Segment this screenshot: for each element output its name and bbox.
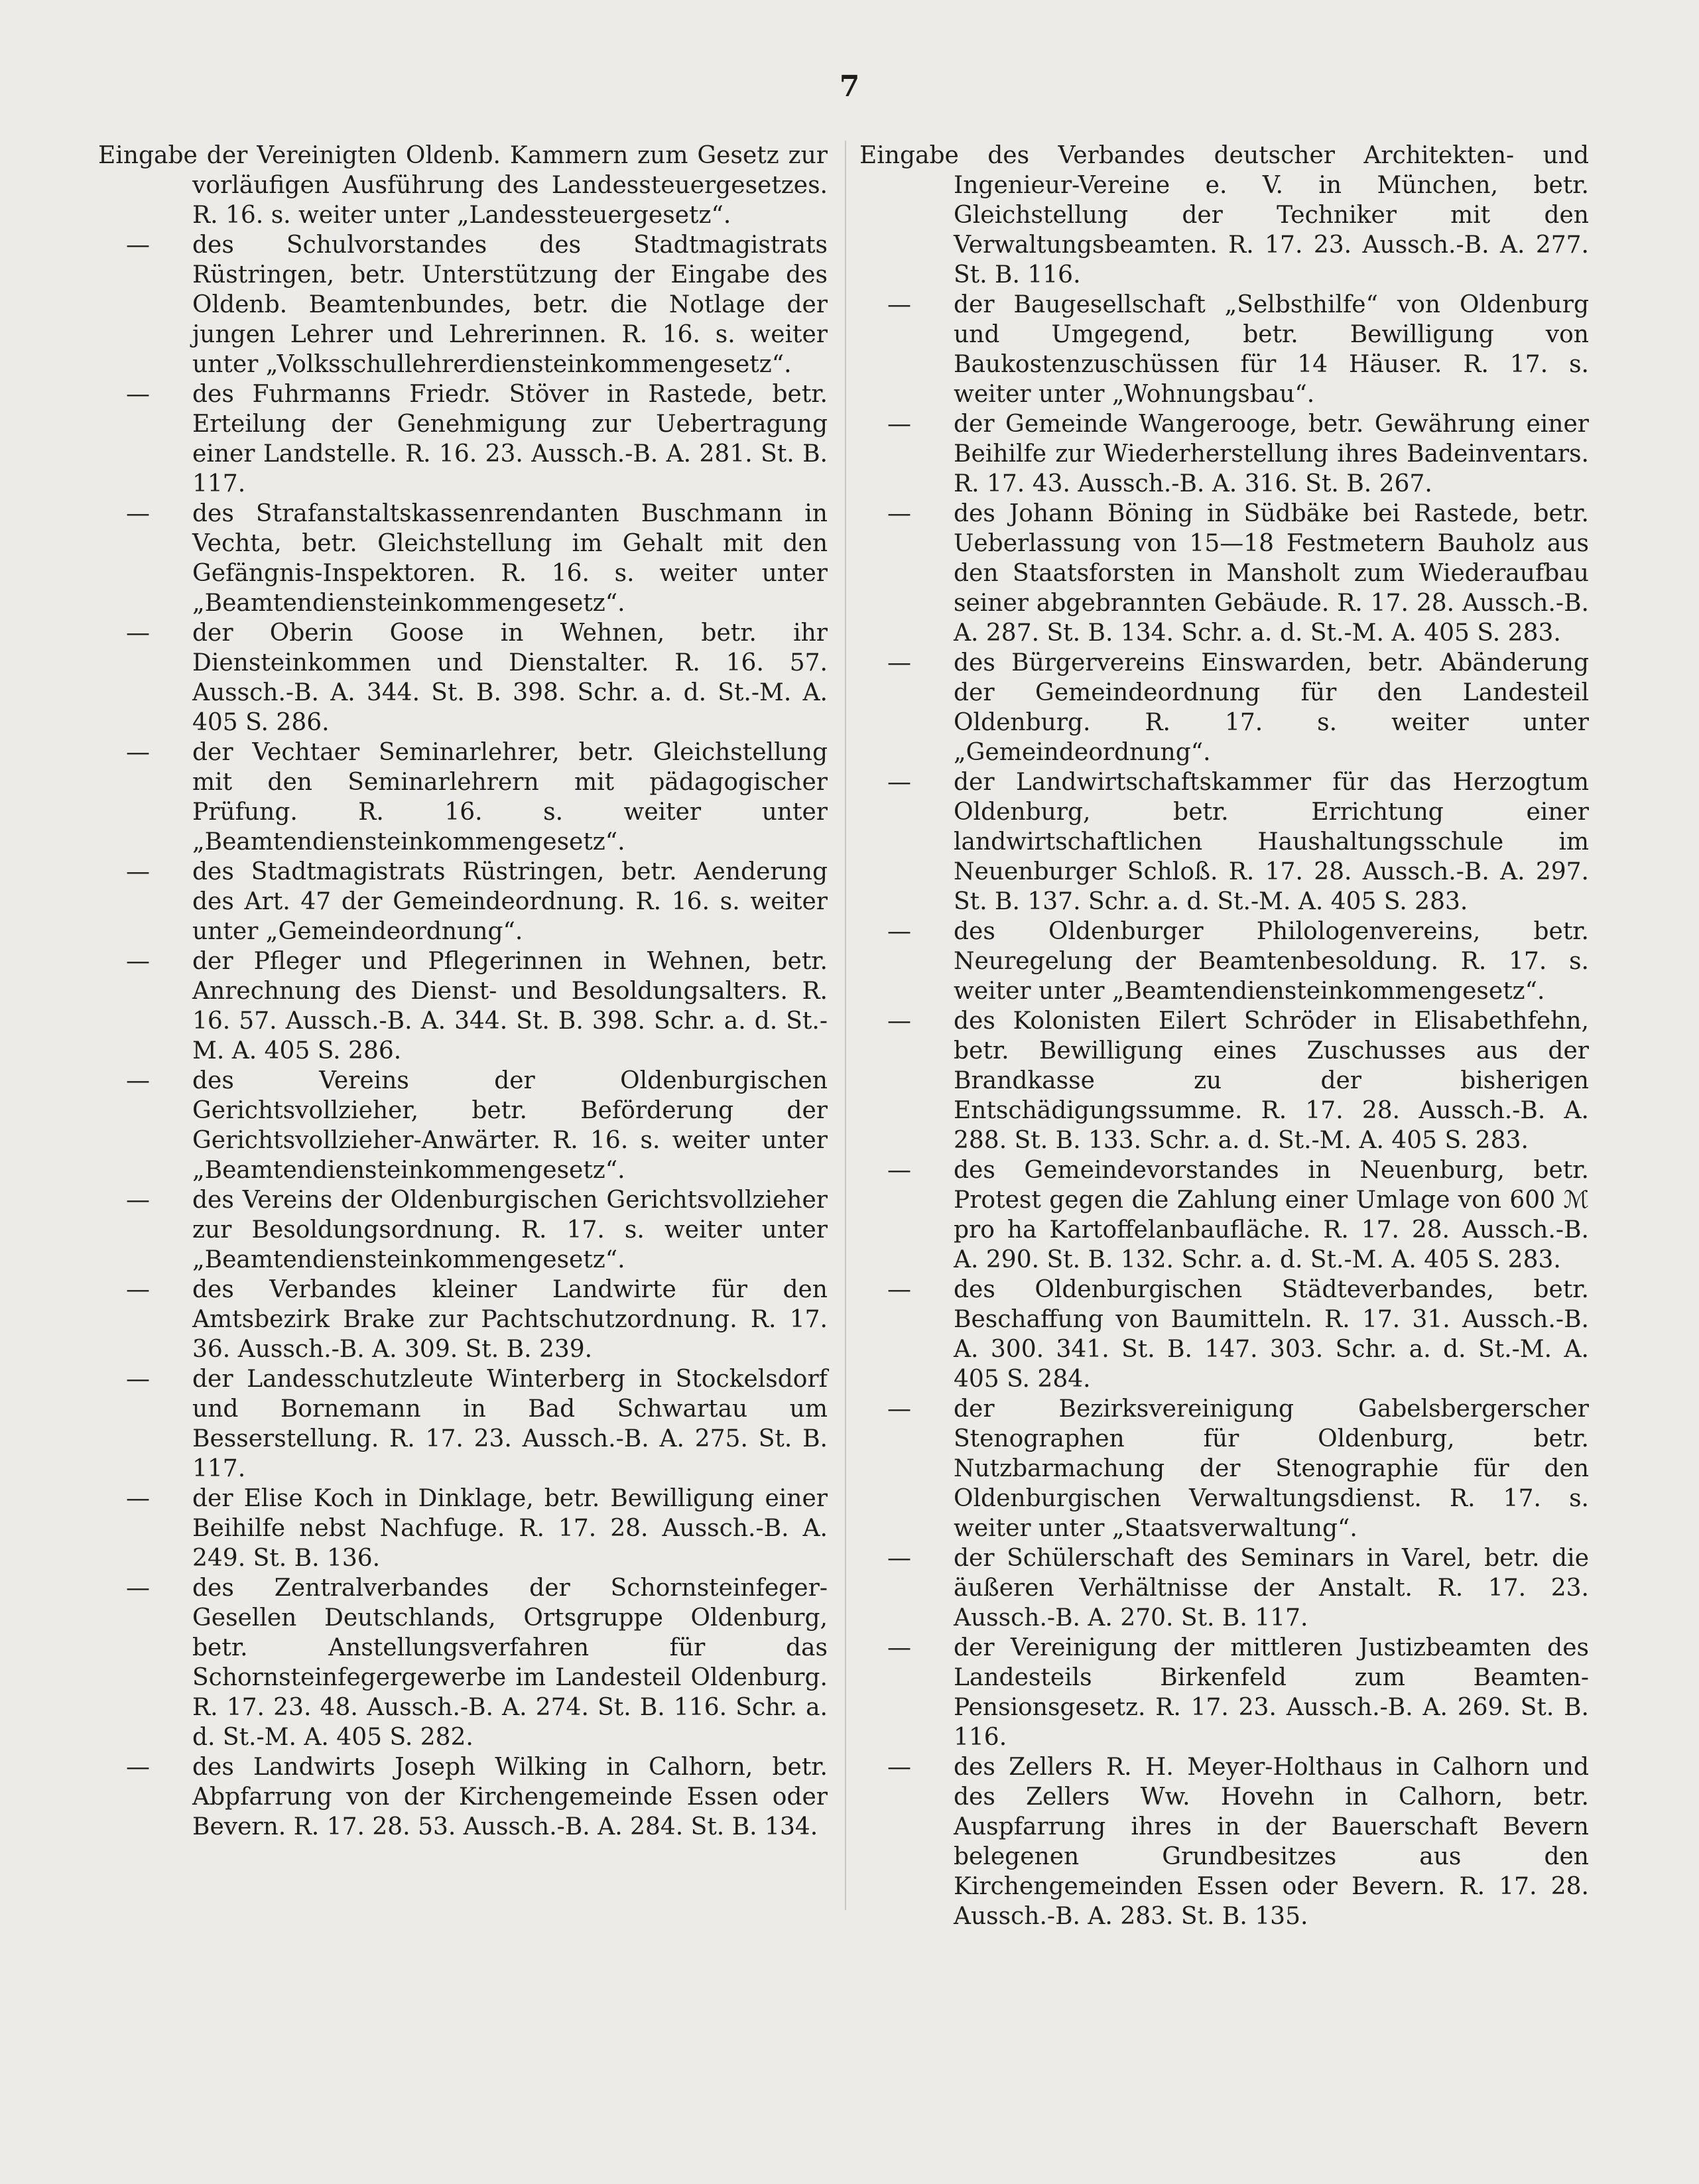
list-item: — des Zellers R. H. Meyer-Holthaus in Calhorn und des Zellers Ww. Hovehn in Calhorn, betr. Auspfarrung ihres in der Bauerschaft Bevern belegenen Grundbesitzes aus den Kirchengemeinden Essen oder Bevern. R. 17. 28. Aussch.-B. A. 283. St. B. 135.	[887, 1754, 1589, 1930]
list-item: — der Vereinigung der mittleren Justizbeamten des Landesteils Birkenfeld zum Beamten-Pensionsgesetz. R. 17. 23. Aussch.-B. A. 269. St. B. 116.	[887, 1634, 1589, 1751]
list-item: — des Schulvorstandes des Stadtmagistrats Rüstringen, betr. Unterstützung der Eingabe des Oldenb. Beamtenbundes, betr. die Notlage der jungen Lehrer und Lehrerinnen. R. 16. s. weiter unter „Volksschullehrerdiensteinkommengesetz“.	[126, 231, 828, 378]
list-item: — der Landwirtschaftskammer für das Herzogtum Oldenburg, betr. Errichtung einer landwirtschaftlichen Haushaltungsschule im Neuenburger Schloß. R. 17. 28. Aussch.-B. A. 297. St. B. 137. Schr. a. d. St.-M. A. 405 S. 283.	[887, 769, 1589, 915]
list-item: — des Bürgervereins Einswarden, betr. Abänderung der Gemeindeordnung für den Landesteil Oldenburg. R. 17. s. weiter unter „Gemeindeordnung“.	[887, 649, 1589, 766]
list-item: — des Oldenburger Philologenvereins, betr. Neuregelung der Beamtenbesoldung. R. 17. s. weiter unter „Beamtendiensteinkommengesetz“.	[887, 918, 1589, 1005]
left-column	[98, 141, 828, 1842]
list-item: — des Vereins der Oldenburgischen Gerichtsvollzieher zur Besoldungsordnung. R. 17. s. weiter unter „Beamtendiensteinkommengesetz“.	[126, 1187, 828, 1273]
list-item: — der Pfleger und Pflegerinnen in Wehnen, betr. Anrechnung des Dienst- und Besoldungsalters. R. 16. 57. Aussch.-B. A. 344. St. B. 398. Schr. a. d. St.-M. A. 405 S. 286.	[126, 948, 828, 1064]
list-item: — der Elise Koch in Dinklage, betr. Bewilligung einer Beihilfe nebst Nachfuge. R. 17. 28. Aussch.-B. A. 249. St. B. 136.	[126, 1485, 828, 1572]
list-item: — der Baugesellschaft „Selbsthilfe“ von Oldenburg und Umgegend, betr. Bewilligung von Baukostenzuschüssen für 14 Häuser. R. 17. s. weiter unter „Wohnungsbau“.	[887, 291, 1589, 408]
list-item: — des Gemeindevorstandes in Neuenburg, betr. Protest gegen die Zahlung einer Umlage von 600 ℳ pro ha Kartoffelanbaufläche. R. 17. 28. Aussch.-B. A. 290. St. B. 132. Schr. a. d. St.-M. A. 405 S. 283.	[887, 1157, 1589, 1273]
list-item: — des Oldenburgischen Städteverbandes, betr. Beschaffung von Baumitteln. R. 17. 31. Aussch.-B. A. 300. 341. St. B. 147. 303. Schr. a. d. St.-M. A. 405 S. 284.	[887, 1276, 1589, 1393]
list-item: — des Strafanstaltskassenrendanten Buschmann in Vechta, betr. Gleichstellung im Gehalt mit den Gefängnis-Inspektoren. R. 16. s. weiter unter „Beamtendiensteinkommengesetz“.	[126, 500, 828, 617]
column-divider	[845, 141, 846, 1910]
list-item: — der Bezirksvereinigung Gabelsbergerscher Stenographen für Oldenburg, betr. Nutzbarmachung der Stenographie für den Oldenburgischen Verwaltungsdienst. R. 17. s. weiter unter „Staatsverwaltung“.	[887, 1395, 1589, 1542]
list-item: — des Stadtmagistrats Rüstringen, betr. Aenderung des Art. 47 der Gemeindeordnung. R. 16. s. weiter unter „Gemeindeordnung“.	[126, 858, 828, 945]
list-item: Eingabe der Vereinigten Oldenb. Kammern zum Gesetz zur vorläufigen Ausführung des Landessteuergesetzes. R. 16. s. weiter unter „Landessteuergesetz“.	[98, 142, 828, 229]
list-item: Eingabe des Verbandes deutscher Architekten- und Ingenieur-Vereine e. V. in München, betr. Gleichstellung der Techniker mit den Verwaltungsbeamten. R. 17. 23. Aussch.-B. A. 277. St. B. 116.	[859, 142, 1589, 289]
page-number: 7	[839, 70, 860, 103]
right-column	[859, 141, 1589, 1931]
list-item: — des Kolonisten Eilert Schröder in Elisabethfehn, betr. Bewilligung eines Zuschusses aus der Brandkasse zu der bisherigen Entschädigungssumme. R. 17. 28. Aussch.-B. A. 288. St. B. 133. Schr. a. d. St.-M. A. 405 S. 283.	[887, 1007, 1589, 1154]
list-item: — des Fuhrmanns Friedr. Stöver in Rastede, betr. Erteilung der Genehmigung zur Uebertragung einer Landstelle. R. 16. 23. Aussch.-B. A. 281. St. B. 117.	[126, 381, 828, 497]
list-item: — der Gemeinde Wangerooge, betr. Gewährung einer Beihilfe zur Wiederherstellung ihres Badeinventars. R. 17. 43. Aussch.-B. A. 316. St. B. 267.	[887, 411, 1589, 497]
list-item: — der Vechtaer Seminarlehrer, betr. Gleichstellung mit den Seminarlehrern mit pädagogischer Prüfung. R. 16. s. weiter unter „Beamtendiensteinkommengesetz“.	[126, 739, 828, 856]
list-item: — der Schülerschaft des Seminars in Varel, betr. die äußeren Verhältnisse der Anstalt. R. 17. 23. Aussch.-B. A. 270. St. B. 117.	[887, 1545, 1589, 1632]
list-item: — der Oberin Goose in Wehnen, betr. ihr Diensteinkommen und Dienstalter. R. 16. 57. Aussch.-B. A. 344. St. B. 398. Schr. a. d. St.-M. A. 405 S. 286.	[126, 619, 828, 736]
list-item: — des Verbandes kleiner Landwirte für den Amtsbezirk Brake zur Pachtschutzordnung. R. 17. 36. Aussch.-B. A. 309. St. B. 239.	[126, 1276, 828, 1363]
list-item: — des Vereins der Oldenburgischen Gerichtsvollzieher, betr. Beförderung der Gerichtsvollzieher-Anwärter. R. 16. s. weiter unter „Beamtendiensteinkommengesetz“.	[126, 1067, 828, 1184]
list-item: — der Landesschutzleute Winterberg in Stockelsdorf und Bornemann in Bad Schwartau um Besserstellung. R. 17. 23. Aussch.-B. A. 275. St. B. 117.	[126, 1366, 828, 1482]
list-item: — des Johann Böning in Südbäke bei Rastede, betr. Ueberlassung von 15—18 Festmetern Bauholz aus den Staatsforsten in Mansholt zum Wiederaufbau seiner abgebrannten Gebäude. R. 17. 28. Aussch.-B. A. 287. St. B. 134. Schr. a. d. St.-M. A. 405 S. 283.	[887, 500, 1589, 647]
list-item: — des Zentralverbandes der Schornsteinfeger-Gesellen Deutschlands, Ortsgruppe Oldenburg, betr. Anstellungsverfahren für das Schornsteinfegergewerbe im Landesteil Oldenburg. R. 17. 23. 48. Aussch.-B. A. 274. St. B. 116. Schr. a. d. St.-M. A. 405 S. 282.	[126, 1574, 828, 1751]
list-item: — des Landwirts Joseph Wilking in Calhorn, betr. Abpfarrung von der Kirchengemeinde Essen oder Bevern. R. 17. 28. 53. Aussch.-B. A. 284. St. B. 134.	[126, 1754, 828, 1840]
